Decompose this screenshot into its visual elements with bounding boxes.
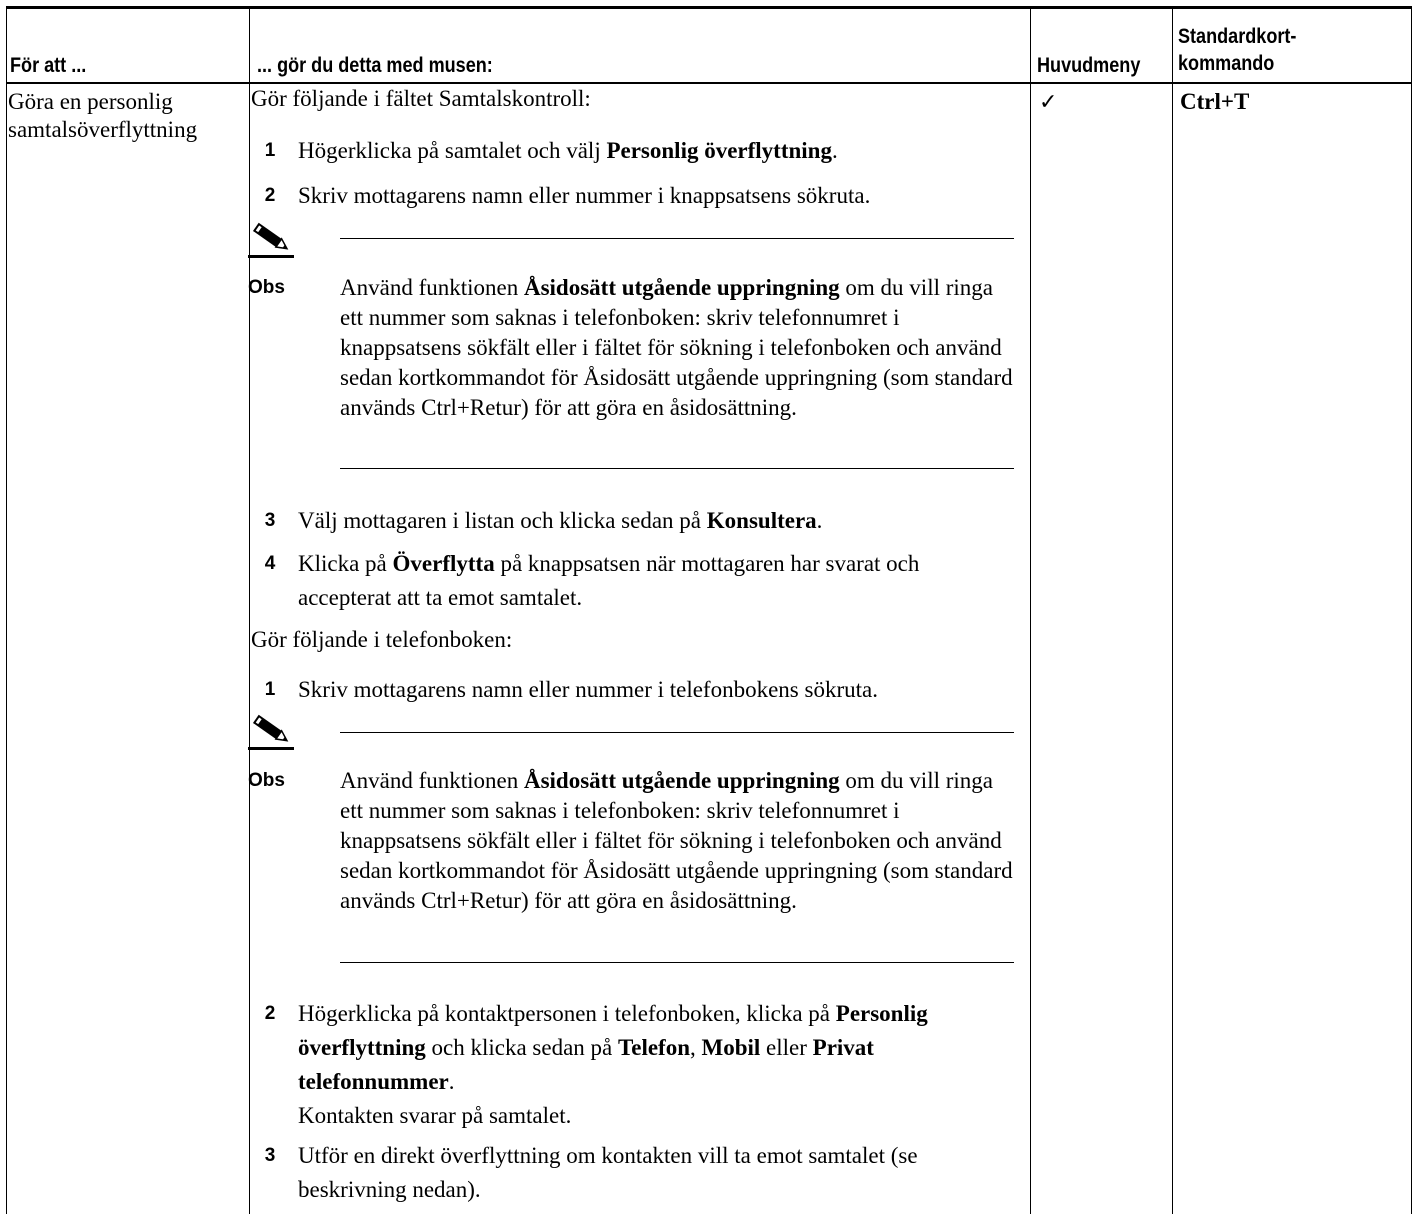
header-for-att: För att ... — [10, 54, 87, 77]
task-label — [8, 88, 197, 144]
step-number: 3 — [264, 510, 276, 531]
section2-step2-followup: Kontakten svarar på samtalet. — [298, 1103, 572, 1128]
step-text: Välj mottagaren i listan och klicka sedan på Konsultera. — [298, 508, 823, 533]
step-text: Utför en direkt överflyttning om kontakten vill ta emot samtalet (se beskrivning nedan). — [298, 1143, 918, 1202]
step-number: 1 — [264, 679, 276, 700]
step-number: 1 — [264, 140, 276, 161]
section1-intro: Gör följande i fältet Samtalskontroll: — [251, 86, 591, 111]
task-line-2: samtalsöverflyttning — [8, 117, 198, 142]
section2-note — [248, 712, 1018, 972]
column-divider — [1172, 9, 1173, 1214]
column-divider — [249, 9, 250, 1214]
table-border-right — [1411, 9, 1412, 1214]
step-text: Högerklicka på kontaktpersonen i telefonboken, klicka på Personlig överflyttning och klicka sedan på Telefon, Mobil eller Privat telefonnummer. — [298, 1001, 928, 1094]
header-rule — [6, 82, 1412, 84]
note-rule-top — [340, 238, 1014, 239]
note-text: Använd funktionen Åsidosätt utgående uppringning om du vill ringa ett nummer som saknas i telefonboken: skriv telefonnumret i knappsatsens sökfält eller i fältet för sökning i telefonboken och använd sedan kortkommandot för Åsidosätt utgående uppringning (som standard används Ctrl+Retur) för att göra en åsidosättning. — [340, 768, 1013, 913]
step-number: 4 — [264, 553, 276, 574]
header-kommando: kommando — [1178, 52, 1275, 75]
pencil-note-icon — [248, 220, 294, 260]
header-huvudmeny: Huvudmeny — [1037, 54, 1141, 77]
note-label: Obs — [248, 277, 285, 298]
step-text: Klicka på Överflytta på knappsatsen när mottagaren har svarat och accepterat att ta emot samtalet. — [298, 551, 920, 610]
section1-note — [248, 220, 1018, 480]
menu-check-icon: ✓ — [1039, 89, 1058, 114]
step-text: Skriv mottagarens namn eller nummer i knappsatsens sökruta. — [298, 183, 871, 208]
step-number: 2 — [264, 185, 276, 206]
note-rule-bottom — [340, 468, 1014, 469]
step-number: 3 — [264, 1145, 276, 1166]
pencil-note-icon — [248, 712, 294, 752]
table-border-left — [6, 9, 7, 1214]
step-text: Högerklicka på samtalet och välj Personlig överflyttning. — [298, 138, 838, 163]
header-standardkort: Standardkort- — [1178, 25, 1297, 48]
note-rule-bottom — [340, 962, 1014, 963]
column-divider — [1030, 9, 1031, 1214]
step-text: Skriv mottagarens namn eller nummer i telefonbokens sökruta. — [298, 677, 878, 702]
shortcut-value: Ctrl+T — [1180, 89, 1250, 114]
step-number: 2 — [264, 1003, 276, 1024]
note-rule-top — [340, 732, 1014, 733]
note-text: Använd funktionen Åsidosätt utgående uppringning om du vill ringa ett nummer som saknas i telefonboken: skriv telefonnumret i knappsatsens sökfält eller i fältet för sökning i telefonboken och använd sedan kortkommandot för Åsidosätt utgående uppringning (som standard används Ctrl+Retur) för att göra en åsidosättning. — [340, 275, 1013, 420]
task-line-1: Göra en personlig — [8, 89, 173, 114]
note-label: Obs — [248, 770, 285, 791]
section2-intro: Gör följande i telefonboken: — [251, 627, 513, 652]
header-gor-du: ... gör du detta med musen: — [257, 54, 493, 77]
